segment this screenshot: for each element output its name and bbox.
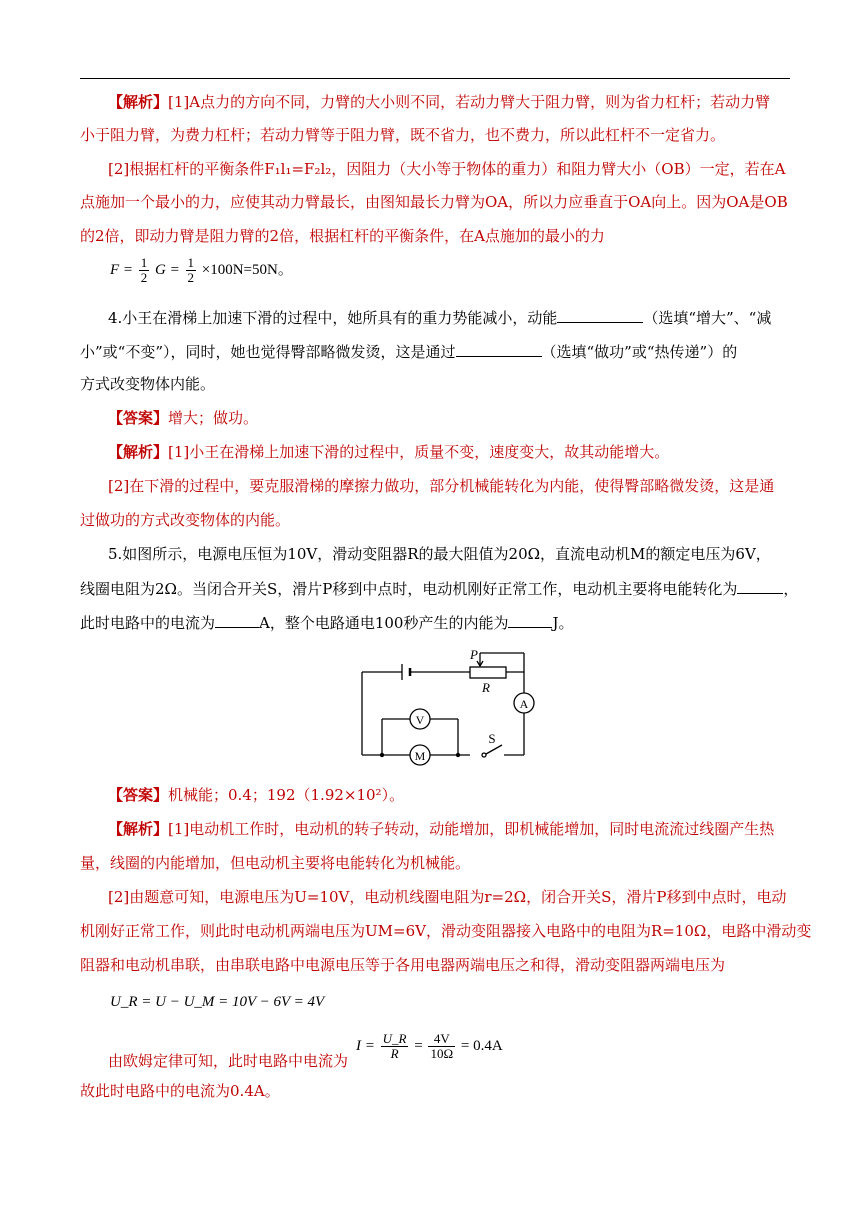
top-rule: [80, 78, 790, 79]
q5-analysis-line-1: 【解析】[1]电动机工作时，电动机的转子转动，动能增加，即机械能增加，同时电流流过线圈产生热: [108, 820, 775, 838]
label-S: S: [488, 731, 496, 746]
label-R: R: [482, 680, 490, 695]
q4-stem-line-3: 方式改变物体内能。: [80, 375, 216, 393]
switch-blade: [486, 745, 502, 754]
q4-analysis-line-3: 过做功的方式改变物体的内能。: [80, 511, 291, 529]
fraction: $\frac{1}{2}$: [140, 255, 148, 285]
q5-stem-line-2: 线圈电阻为2Ω。当闭合开关S，滑片P移到中点时，电动机刚好正常工作，电动机主要将电能转化为 ，: [80, 580, 799, 598]
circuit-diagram: [350, 645, 540, 773]
analysis-label: 【解析】: [108, 93, 169, 111]
q4-analysis-line-1: 【解析】[1]小王在滑梯上加速下滑的过程中，质量不变，速度变大，故其动能增大。: [108, 443, 670, 461]
q5-stem-line-3: 此时电路中的电流为 A，整个电路通电100秒产生的内能为 J。: [80, 614, 574, 632]
q3-formula: F = $\frac{1}{2}$ G = $\frac{1}{2}$ ×100N=50N。: [110, 255, 293, 285]
q5-analysis-line-3: [2]由题意可知，电源电压为U=10V，电动机线圈电阻为r=2Ω，闭合开关S，滑片P移到中点时，电动: [108, 888, 787, 906]
q4-analysis-line-2: [2]在下滑的过程中，要克服滑梯的摩擦力做功，部分机械能转化为内能，使得臀部略微发烫，这是通: [108, 477, 775, 495]
q5-analysis-line-2: 量，线圈的内能增加，但电动机主要将电能转化为机械能。: [80, 854, 471, 872]
label-M: M: [414, 749, 426, 763]
q5-answer: 【答案】机械能；0.4；192（1.92×10²）。: [108, 786, 405, 804]
fraction: $\frac{1}{2}$: [187, 255, 195, 285]
q5-ohm-text: 由欧姆定律可知，此时电路中电流为: [108, 1052, 349, 1070]
q3-analysis-line-1: 【解析】[1]A点力的方向不同，力臂的大小则不同，若动力臂大于阻力臂，则为省力杠杆；若动力臂: [108, 93, 771, 111]
q3-analysis-line-5: 的2倍，即动力臂是阻力臂的2倍，根据杠杆的平衡条件，在A点施加的最小的力: [80, 227, 605, 245]
q3-analysis-line-2: 小于阻力臂，为费力杠杆；若动力臂等于阻力臂，既不省力，也不费力，所以此杠杆不一定省力。: [80, 126, 726, 144]
q5-analysis-line-4: 机刚好正常工作，则此时电动机两端电压为UM=6V，滑动变阻器接入电路中的电阻为R=10Ω，电路中滑动变: [80, 922, 812, 940]
label-V: V: [415, 713, 425, 727]
q5-conclusion: 故此时电路中的电流为0.4A。: [80, 1082, 280, 1100]
q3-analysis-line-4: 点施加一个最小的力，应使其动力臂最长，由图知最长力臂为OA，所以力应垂直于OA向上。因为OA是OB: [80, 193, 788, 211]
rheostat-resistor: [470, 667, 506, 678]
label-P: P: [470, 647, 478, 662]
q4-stem-line-2: 小”或“不变”），同时，她也觉得臀部略微发烫，这是通过 （选填“做功”或“热传递”）的: [80, 343, 738, 361]
switch-contact: [482, 753, 486, 757]
q5-equation-1: U_R = U − U_M = 10V − 6V = 4V: [110, 994, 325, 1010]
q5-analysis-line-5: 阻器和电动机串联，由串联电路中电源电压等于各用电器两端电压之和得，滑动变阻器两端电压为: [80, 956, 726, 974]
q5-equation-2: I = $\frac{U\_R}{R}$ = $\frac{4V}{10\Omega}$ = 0.4A: [356, 1031, 503, 1061]
q3-analysis-line-3: [2]根据杠杆的平衡条件F₁l₁=F₂l₂，因阻力（大小等于物体的重力）和阻力臂大小（OB）一定，若在A: [108, 160, 786, 178]
q4-answer: 【答案】增大；做功。: [108, 409, 259, 427]
q4-stem-line-1: 4.小王在滑梯上加速下滑的过程中，她所具有的重力势能减小，动能 （选填“增大”、“减: [108, 309, 772, 327]
q5-stem-line-1: 5.如图所示，电源电压恒为10V，滑动变阻器R的最大阻值为20Ω，直流电动机M的额定电压为6V，: [108, 545, 771, 563]
label-A: A: [519, 697, 529, 711]
